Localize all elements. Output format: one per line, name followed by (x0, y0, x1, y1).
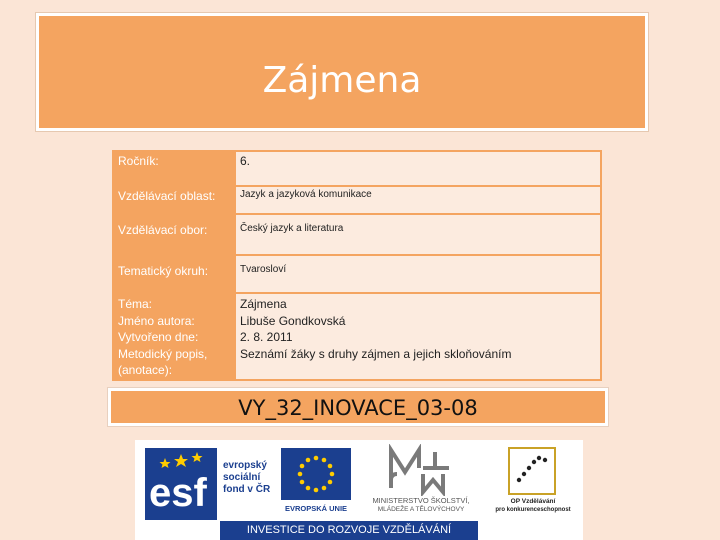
table-row-rocnik (113, 151, 601, 186)
eu-logo (277, 448, 355, 520)
table-row-obor (113, 214, 601, 255)
op-mark-icon (487, 446, 579, 496)
esf-logo (145, 448, 275, 520)
value-oblast: Jazyk a jazyková komunikace (235, 186, 601, 214)
label-rocnik: Ročník: (113, 151, 235, 186)
msmt-text-2: MLÁDEŽE A TĚLOVÝCHOVY (377, 506, 465, 513)
esf-text-1: evropský (223, 460, 267, 471)
label-tema: Téma: (118, 297, 153, 311)
msmt-logo (357, 444, 485, 520)
value-vytvoreno: 2. 8. 2011 (240, 330, 293, 344)
slide-title: Zájmena (262, 60, 422, 101)
investment-banner: INVESTICE DO ROZVOJE VZDĚLÁVÁNÍ (220, 521, 478, 540)
value-stack (235, 293, 601, 380)
material-code: VY_32_INOVACE_03-08 (238, 396, 478, 420)
svg-text:esf: esf (149, 471, 207, 515)
value-autor: Libuše Gondkovská (240, 313, 346, 328)
value-rocnik: 6. (235, 151, 601, 186)
label-popis: Metodický popis, (118, 346, 208, 361)
table-row-details (113, 293, 601, 380)
label-obor: Vzdělávací obor: (113, 214, 235, 255)
eu-label: EVROPSKÁ UNIE (284, 504, 348, 513)
value-tema: Zájmena (240, 297, 287, 311)
table-row-oblast (113, 186, 601, 214)
label-oblast: Vzdělávací oblast: (113, 186, 235, 214)
label-okruh: Tematický okruh: (113, 255, 235, 293)
esf-text-2: sociální (223, 472, 261, 483)
table-row-okruh (113, 255, 601, 293)
title-box (36, 13, 648, 131)
label-vytvoreno: Vytvořeno dne: (118, 330, 199, 344)
msmt-text-1: MINISTERSTVO ŠKOLSTVÍ, (372, 496, 470, 505)
label-popis-2: (anotace): (118, 363, 173, 377)
op-text-1: OP Vzdělávání (510, 498, 556, 505)
metadata-table (112, 150, 602, 381)
msmt-mark-icon (357, 444, 485, 496)
esf-text-3: fond v ČR (223, 484, 271, 495)
op-text-2: pro konkurenceschopnost (495, 507, 571, 513)
code-box (108, 388, 608, 426)
value-obor: Český jazyk a literatura (235, 214, 601, 255)
label-stack (113, 293, 235, 380)
value-okruh: Tvarosloví (235, 255, 601, 293)
value-popis: Seznámí žáky s druhy zájmen a jejich skloňováním (240, 346, 512, 361)
eu-flag-icon (277, 448, 355, 504)
op-logo (487, 446, 579, 520)
label-autor: Jméno autora: (118, 313, 195, 328)
